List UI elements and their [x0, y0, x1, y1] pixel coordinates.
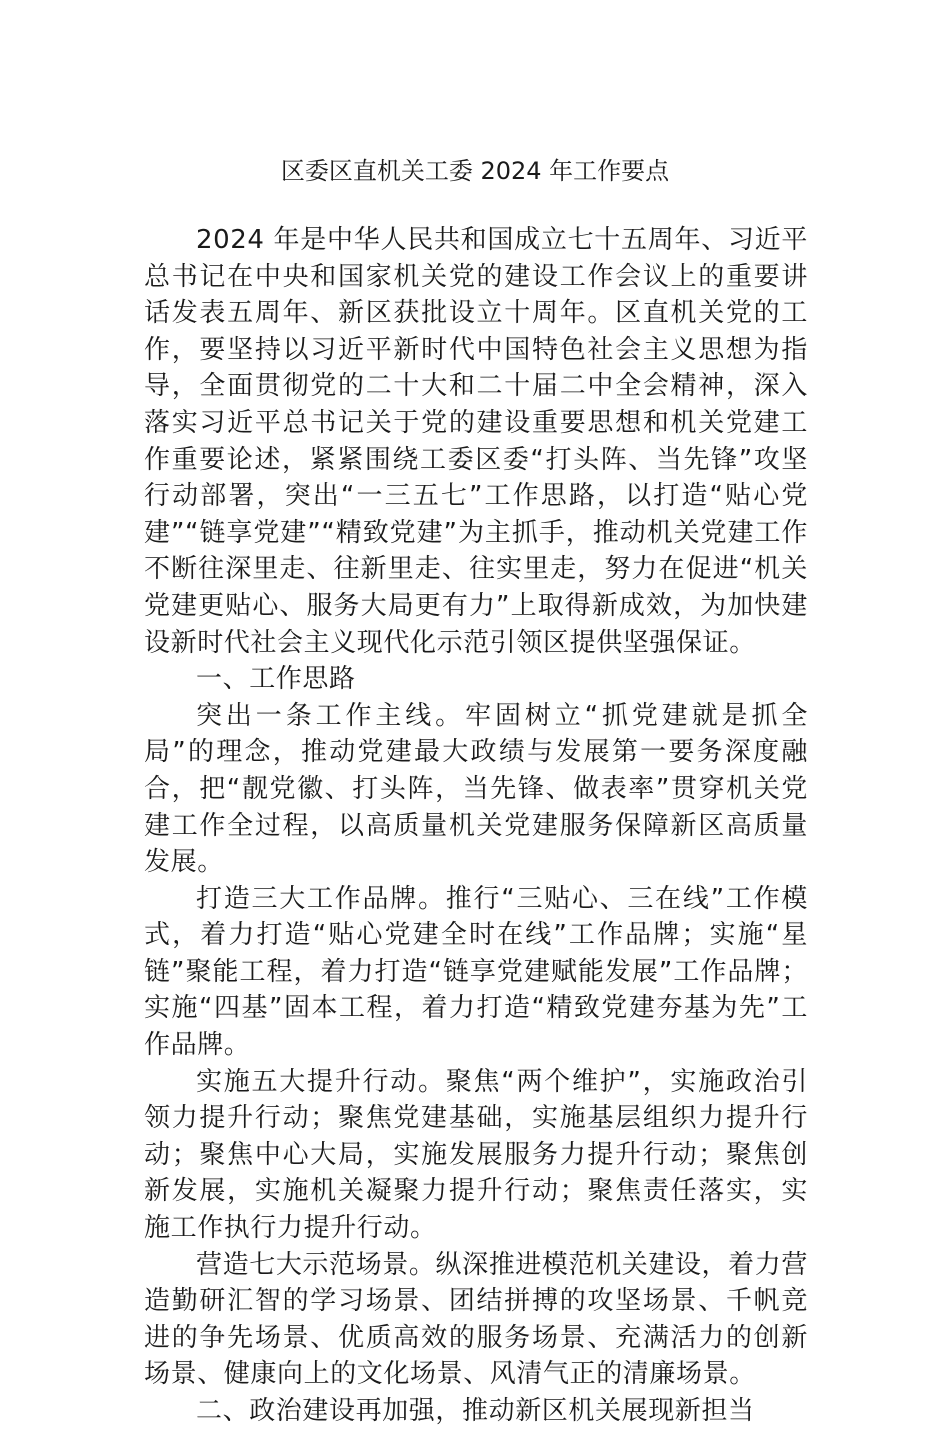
- intro-paragraph: 2024 年是中华人民共和国成立七十五周年、习近平总书记在中央和国家机关党的建设工作会议上的重要讲话发表五周年、新区获批设立十周年。区直机关党的工作，要坚持以习近平新时代中国特色社会主义思想为指导，全面贯彻党的二十大和二十届二中全会精神，深入落实习近平总书记关于党的建设重要思想和机关党建工作重要论述，紧紧围绕工委区委“打头阵、当先锋”攻坚行动部署，突出“一三五七”工作思路，以打造“贴心党建”“链享党建”“精致党建”为主抓手，推动机关党建工作不断往深里走、往新里走、往实里走，努力在促进“机关党建更贴心、服务大局更有力”上取得新成效，为加快建设新时代社会主义现代化示范引领区提供坚强保证。: [144, 225, 808, 658]
- paragraph-five-actions: 实施五大提升行动。聚焦“两个维护”，实施政治引领力提升行动；聚焦党建基础，实施基层组织力提升行动；聚焦中心大局，实施发展服务力提升行动；聚焦创新发展，实施机关凝聚力提升行动；聚焦责任落实，实施工作执行力提升行动。: [144, 1066, 808, 1244]
- document-title: 区委区直机关工委 2024 年工作要点: [280, 157, 670, 185]
- section-heading-work-approach: 一、工作思路: [196, 664, 356, 695]
- paragraph-three-brands: 打造三大工作品牌。推行“三贴心、三在线”工作模式，着力打造“贴心党建全时在线”工作品牌；实施“星链”聚能工程，着力打造“链享党建赋能发展”工作品牌；实施“四基”固本工程，着力打造“精致党建夯基为先”工作品牌。: [144, 883, 808, 1061]
- paragraph-seven-scenes: 营造七大示范场景。纵深推进模范机关建设，着力营造勤研汇智的学习场景、团结拼搏的攻坚场景、千帆竞进的争先场景、优质高效的服务场景、充满活力的创新场景、健康向上的文化场景、风清气正的清廉场景。: [144, 1249, 808, 1390]
- document-body: [144, 222, 808, 1430]
- section-heading-political-construction: 二、政治建设再加强，推动新区机关展现新担当: [196, 1396, 755, 1426]
- paragraph-main-line: 突出一条工作主线。牢固树立“抓党建就是抓全局”的理念，推动党建最大政绩与发展第一要务深度融合，把“靓党徽、打头阵，当先锋、做表率”贯穿机关党建工作全过程，以高质量机关党建服务保障新区高质量发展。: [144, 700, 808, 878]
